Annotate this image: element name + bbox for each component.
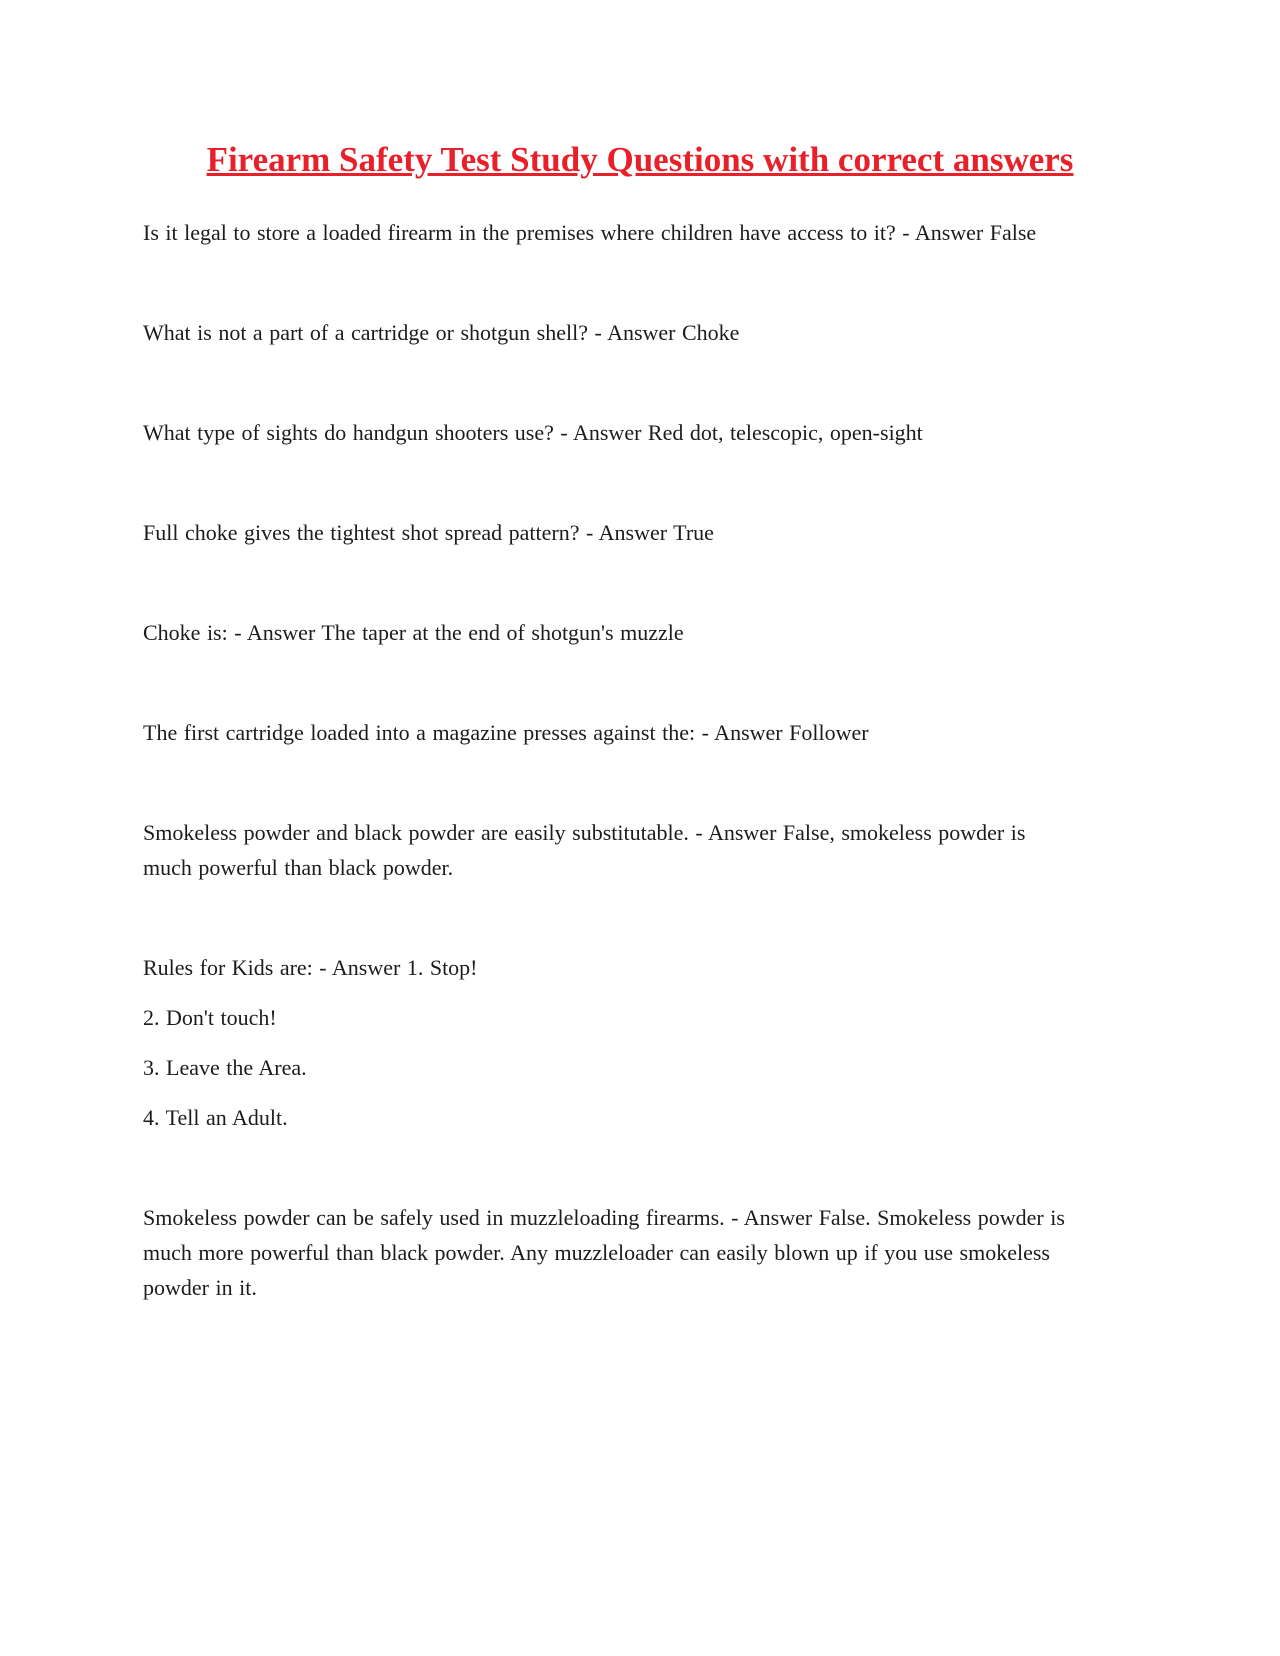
rules-list-item: 4. Tell an Adult.	[143, 1105, 288, 1130]
qa-paragraph: Is it legal to store a loaded firearm in the premises where children have access to it? - Answer False	[143, 220, 1037, 245]
qa-paragraph: Smokeless powder can be safely used in muzzleloading firearms. - Answer False. Smokeless powder is much more powerful than black powder. Any muzzleloader can easily blown up if you use smokeless powder in it.	[143, 1205, 1065, 1300]
qa-paragraph: Choke is: - Answer The taper at the end of shotgun's muzzle	[143, 620, 684, 645]
qa-paragraph: What is not a part of a cartridge or shotgun shell? - Answer Choke	[143, 320, 740, 345]
qa-paragraph: What type of sights do handgun shooters use? - Answer Red dot, telescopic, open-sight	[143, 420, 923, 445]
qa-paragraph: Smokeless powder and black powder are easily substitutable. - Answer False, smokeless powder is much powerful than black powder.	[143, 820, 1026, 880]
qa-paragraph: The first cartridge loaded into a magazine presses against the: - Answer Follower	[143, 720, 869, 745]
qa-paragraph: Full choke gives the tightest shot spread pattern? - Answer True	[143, 520, 714, 545]
rules-list-item: 2. Don't touch!	[143, 1005, 277, 1030]
qa-paragraph-rules-intro: Rules for Kids are: - Answer 1. Stop!	[143, 955, 478, 980]
document-body	[143, 215, 1071, 1305]
rules-list-item: 3. Leave the Area.	[143, 1055, 307, 1080]
document-title: Firearm Safety Test Study Questions with correct answers	[206, 140, 1074, 179]
